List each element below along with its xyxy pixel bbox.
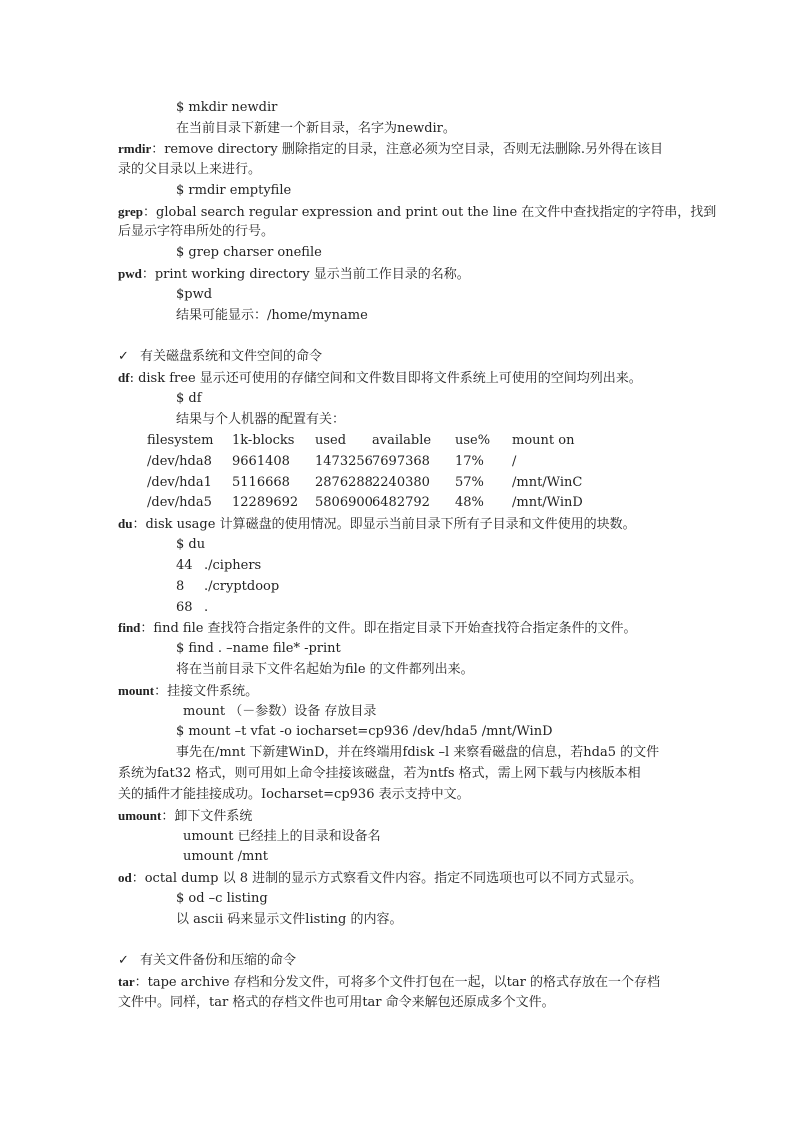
tar-command: tar	[118, 974, 135, 989]
section-backup-heading	[118, 952, 296, 970]
grep-entry	[118, 203, 716, 222]
df-cell: 48%	[455, 495, 484, 510]
mount-note: 事先在/mnt 下新建WinD，并在终端用fdisk –l 来察看磁盘的信息，若hda5 的文件	[176, 745, 660, 760]
find-entry	[118, 619, 637, 638]
od-note: 以 ascii 码来显示文件listing 的内容。	[176, 912, 403, 927]
df-header-cell: available	[372, 433, 432, 448]
umount-example: umount /mnt	[183, 849, 268, 864]
df-cell: 5806900	[315, 495, 373, 510]
find-note: 将在当前目录下文件名起始为file 的文件都列出来。	[176, 662, 474, 677]
mount-command: mount	[118, 683, 155, 698]
tar-description-cont: 文件中。同样，tar 格式的存档文件也可用tar 命令来解包还原成多个文件。	[118, 995, 555, 1010]
pwd-entry	[118, 265, 470, 284]
grep-command: grep	[118, 204, 144, 219]
df-header-cell: used	[315, 433, 347, 448]
tar-description: ：tape archive 存档和分发文件，可将多个文件打包在一起，以tar 的格式存放在一个存档	[134, 975, 660, 990]
umount-syntax: umount 已经挂上的目录和设备名	[183, 829, 381, 844]
df-cell: 12289692	[232, 495, 299, 510]
mount-syntax: mount （－参数）设备 存放目录	[183, 704, 377, 719]
df-cell: 6482792	[372, 495, 430, 510]
check-icon: ✓	[118, 953, 129, 968]
mount-example: $ mount –t vfat -o iocharset=cp936 /dev/hda5 /mnt/WinD	[176, 724, 553, 739]
df-cell: 17%	[455, 454, 484, 469]
df-cell: /dev/hda1	[147, 475, 212, 490]
mkdir-description: 在当前目录下新建一个新目录，名字为newdir。	[176, 121, 456, 136]
grep-description: ：global search regular expression and print out the line 在文件中查找指定的字符串，找到	[143, 205, 717, 220]
grep-description-cont: 后显示字符串所处的行号。	[118, 224, 275, 239]
rmdir-description: ：remove directory 删除指定的目录，注意必须为空目录，否则无法删除.另外得在该目	[151, 142, 663, 157]
rmdir-command: rmdir	[118, 141, 152, 156]
du-block-count: 8	[176, 579, 185, 594]
df-cell: 57%	[455, 475, 484, 490]
tar-entry	[118, 973, 660, 992]
rmdir-example: $ rmdir emptyfile	[176, 183, 292, 198]
pwd-description: ：print working directory 显示当前工作目录的名称。	[141, 267, 470, 282]
od-entry	[118, 869, 642, 888]
df-header-cell: use%	[455, 433, 491, 448]
df-command: df	[118, 370, 130, 385]
pwd-result: 结果可能显示：/home/myname	[176, 308, 368, 323]
mount-note-cont: 关的插件才能挂接成功。Iocharset=cp936 表示支持中文。	[118, 787, 470, 802]
df-cell: 5116668	[232, 475, 290, 490]
du-block-count: 44	[176, 558, 193, 573]
df-cell: 1473256	[315, 454, 373, 469]
du-entry	[118, 515, 636, 534]
du-path: .	[204, 600, 209, 615]
rmdir-description-cont: 录的父目录以上来进行。	[118, 162, 262, 177]
umount-description: ：卸下文件系统	[161, 809, 253, 824]
find-example: $ find . –name file* -print	[176, 641, 341, 656]
du-command: du	[118, 516, 133, 531]
section-disk-heading	[118, 348, 322, 366]
check-icon: ✓	[118, 349, 129, 364]
mkdir-example: $ mkdir newdir	[176, 100, 278, 115]
df-cell: /dev/hda8	[147, 454, 212, 469]
umount-entry	[118, 807, 252, 826]
df-cell: 2876288	[315, 475, 373, 490]
od-command: od	[118, 870, 132, 885]
mount-description: ：挂接文件系统。	[154, 684, 259, 699]
find-command: find	[118, 620, 141, 635]
find-description: ：find file 查找符合指定条件的文件。即在指定目录下开始查找符合指定条件的文件。	[140, 621, 637, 636]
df-header-cell: filesystem	[147, 433, 214, 448]
du-path: ./ciphers	[204, 558, 262, 573]
du-path: ./cryptdoop	[204, 579, 280, 594]
du-example: $ du	[176, 537, 206, 552]
df-entry	[118, 369, 642, 388]
rmdir-entry	[118, 140, 663, 159]
df-note: 结果与个人机器的配置有关：	[176, 412, 346, 427]
df-cell: 2240380	[372, 475, 430, 490]
mount-entry	[118, 682, 258, 701]
df-header-cell: mount on	[512, 433, 575, 448]
df-cell: /mnt/WinC	[512, 475, 583, 490]
section-disk-title: 有关磁盘系统和文件空间的命令	[140, 349, 323, 364]
df-cell: /dev/hda5	[147, 495, 212, 510]
df-description: : disk free 显示还可使用的存储空间和文件数目即将文件系统上可使用的空间均列出来。	[129, 371, 642, 386]
section-backup-title: 有关文件备份和压缩的命令	[140, 953, 297, 968]
od-example: $ od –c listing	[176, 891, 268, 906]
du-description: ：disk usage 计算磁盘的使用情况。即显示当前目录下所有子目录和文件使用的块数。	[132, 517, 636, 532]
df-cell: 9661408	[232, 454, 290, 469]
od-description: ：octal dump 以 8 进制的显示方式察看文件内容。指定不同选项也可以不同方式显示。	[131, 871, 643, 886]
df-cell: 7697368	[372, 454, 430, 469]
umount-command: umount	[118, 808, 162, 823]
df-example: $ df	[176, 391, 202, 406]
pwd-command: pwd	[118, 266, 142, 281]
df-cell: /mnt/WinD	[512, 495, 583, 510]
pwd-example: $pwd	[176, 287, 213, 302]
du-block-count: 68	[176, 600, 193, 615]
df-header-cell: 1k-blocks	[232, 433, 295, 448]
grep-example: $ grep charser onefile	[176, 245, 322, 260]
df-cell: /	[512, 454, 517, 469]
mount-note-cont: 系统为fat32 格式，则可用如上命令挂接该磁盘，若为ntfs 格式，需上网下载与内核版本相	[118, 766, 641, 781]
